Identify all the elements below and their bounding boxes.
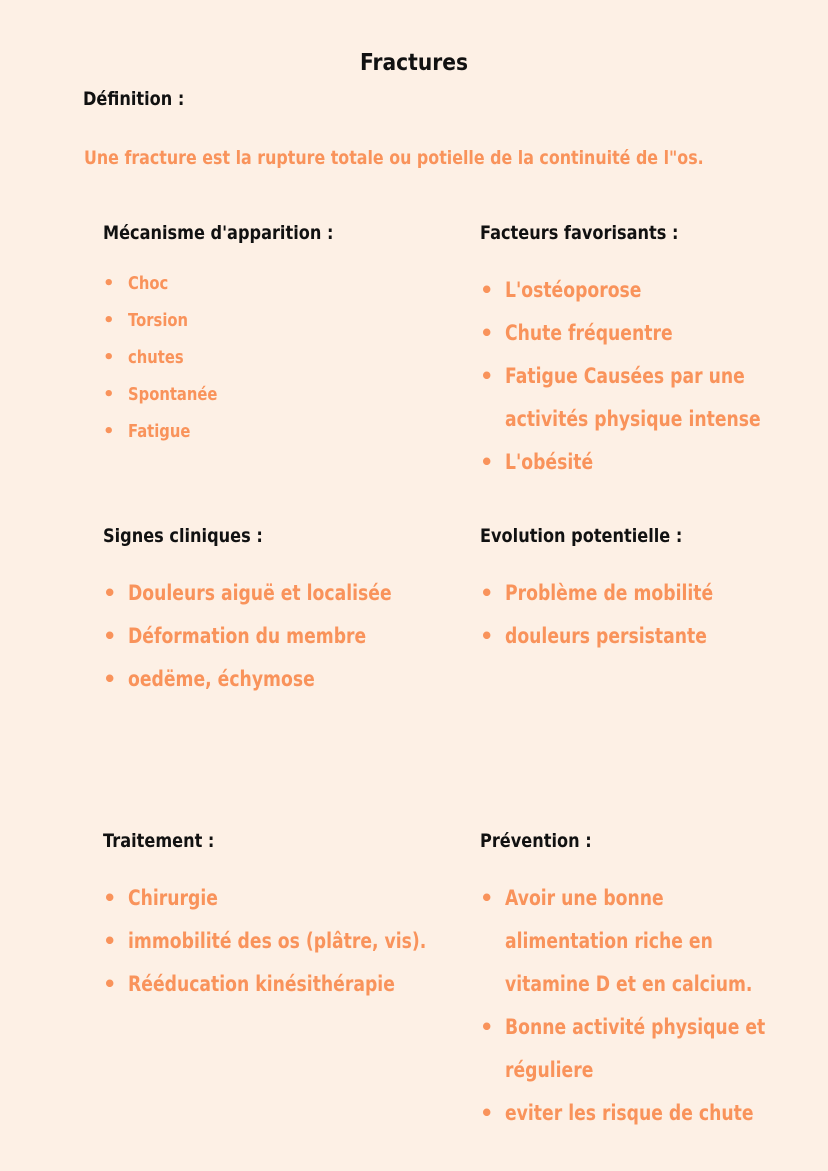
bullet-icon: • <box>103 667 117 691</box>
section-heading: Prévention : <box>480 830 592 852</box>
bullet-list <box>480 572 759 658</box>
list-item: • Spontanée <box>103 376 374 413</box>
section-signes <box>103 525 450 701</box>
list-item-continuation: réguliere <box>505 1058 594 1082</box>
bullet-icon: • <box>480 1015 494 1039</box>
list-item: • Déformation du membre <box>103 615 450 658</box>
bullet-icon: • <box>103 972 117 996</box>
list-item: • immobilité des os (plâtre, vis). <box>103 920 492 963</box>
page-title: Fractures <box>359 50 469 76</box>
list-item: • Rééducation kinésithérapie <box>103 963 492 1006</box>
bullet-icon: • <box>103 310 115 331</box>
list-item: • Problème de mobilité <box>480 572 759 615</box>
list-item: • Chirurgie <box>103 877 492 920</box>
section-mecanisme <box>103 222 374 450</box>
list-item: • Choc <box>103 265 374 302</box>
bullet-icon: • <box>480 278 494 302</box>
section-prevention <box>480 830 822 1135</box>
section-heading: Mécanisme d'apparition : <box>103 222 334 244</box>
section-heading: Traitement : <box>103 830 215 852</box>
bullet-icon: • <box>480 321 494 345</box>
list-item: • Torsion <box>103 302 374 339</box>
list-item: • Douleurs aiguë et localisée <box>103 572 450 615</box>
definition-text: Une fracture est la rupture totale ou potielle de la continuité de l"os. <box>84 147 704 169</box>
bullet-icon: • <box>103 581 117 605</box>
bullet-icon: • <box>480 581 494 605</box>
bullet-icon: • <box>480 886 494 910</box>
bullet-icon: • <box>103 421 115 442</box>
bullet-icon: • <box>103 886 117 910</box>
section-heading: Evolution potentielle : <box>480 525 683 547</box>
bullet-icon: • <box>103 273 115 294</box>
bullet-list <box>480 877 822 1135</box>
list-item: • Fatigue <box>103 413 374 450</box>
list-item: • Avoir une bonne <box>480 877 822 920</box>
bullet-list <box>480 269 817 484</box>
bullet-list <box>103 572 450 701</box>
list-item: • douleurs persistante <box>480 615 759 658</box>
list-item: • oedëme, échymose <box>103 658 450 701</box>
definition-label: Définition : <box>83 88 185 110</box>
list-item-continuation: activités physique intense <box>505 407 761 431</box>
list-item: • chutes <box>103 339 374 376</box>
bullet-icon: • <box>103 624 117 648</box>
bullet-list <box>103 265 374 450</box>
list-item: • eviter les risque de chute <box>480 1092 822 1135</box>
bullet-icon: • <box>480 364 494 388</box>
section-heading: Signes cliniques : <box>103 525 263 547</box>
section-traitement <box>103 830 492 1006</box>
bullet-list <box>103 877 492 1006</box>
bullet-icon: • <box>103 384 115 405</box>
section-heading: Facteurs favorisants : <box>480 222 679 244</box>
section-evolution <box>480 525 759 658</box>
bullet-icon: • <box>103 347 115 368</box>
bullet-icon: • <box>480 450 494 474</box>
section-facteurs <box>480 222 817 484</box>
list-item-continuation: vitamine D et en calcium. <box>505 972 753 996</box>
list-item: • L'obésité <box>480 441 817 484</box>
bullet-icon: • <box>480 1101 494 1125</box>
bullet-icon: • <box>103 929 117 953</box>
list-item-continuation: alimentation riche en <box>505 929 713 953</box>
list-item: • Chute fréquentre <box>480 312 817 355</box>
bullet-icon: • <box>480 624 494 648</box>
list-item: • Fatigue Causées par une <box>480 355 817 398</box>
list-item: • L'ostéoporose <box>480 269 817 312</box>
list-item: • Bonne activité physique et <box>480 1006 822 1049</box>
